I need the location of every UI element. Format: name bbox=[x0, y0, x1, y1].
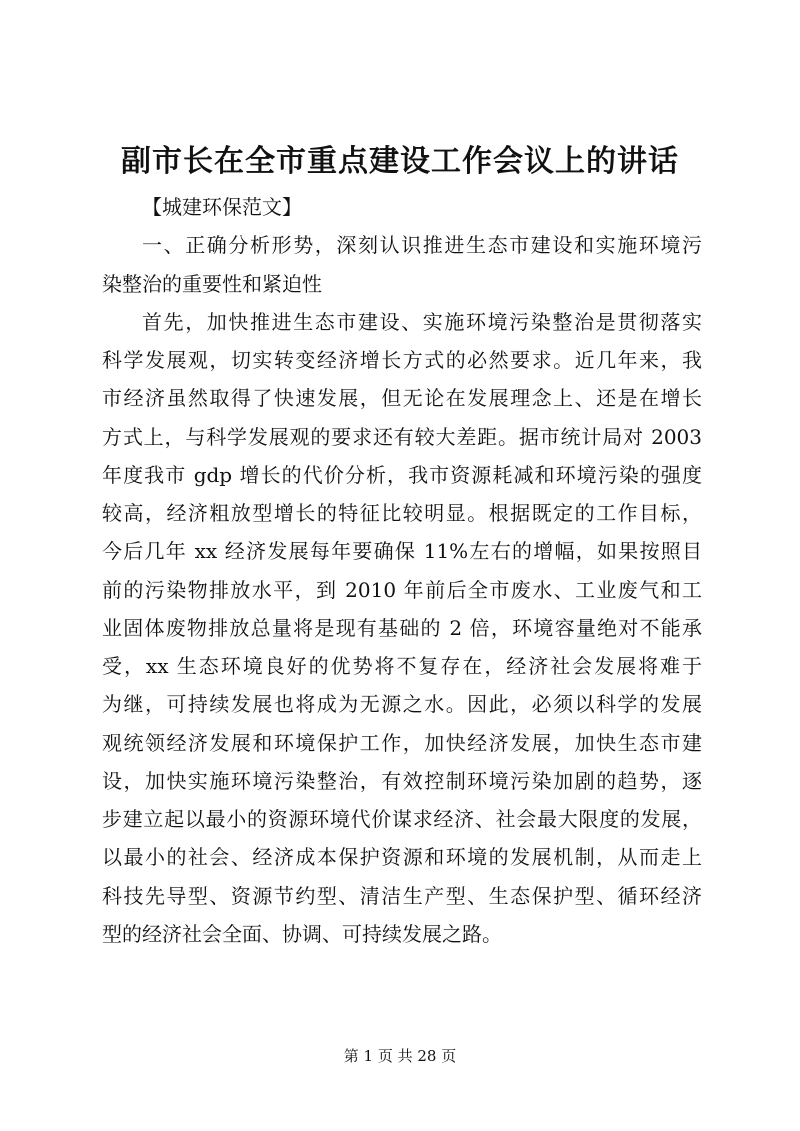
paragraph-line: 方式上，与科学发展观的要求还有较大差距。据市统计局对 2003 bbox=[102, 424, 702, 449]
paragraph-line: 为继，可持续发展也将成为无源之水。因此，必须以科学的发展 bbox=[102, 692, 702, 717]
document-body bbox=[102, 188, 702, 953]
section-heading-line: 一、正确分析形势，深刻认识推进生态市建设和实施环境污 bbox=[142, 233, 702, 258]
paragraph-line: 步建立起以最小的资源环境代价谋求经济、社会最大限度的发展， bbox=[102, 807, 702, 831]
paragraph-line: 市经济虽然取得了快速发展，但无论在发展理念上、还是在增长 bbox=[102, 386, 702, 411]
paragraph-line: 受，xx 生态环境良好的优势将不复存在，经济社会发展将难于 bbox=[102, 654, 702, 678]
category-label: 【城建环保范文】 bbox=[142, 195, 302, 219]
paragraph-line: 前的污染物排放水平，到 2010 年前后全市废水、工业废气和工 bbox=[102, 577, 702, 602]
paragraph-line: 业固体废物排放总量将是现有基础的 2 倍，环境容量绝对不能承 bbox=[102, 615, 702, 640]
paragraph-line: 年度我市 gdp 增长的代价分析，我市资源耗减和环境污染的强度 bbox=[102, 462, 702, 487]
paragraph-line: 观统领经济发展和环境保护工作，加快经济发展，加快生态市建 bbox=[102, 730, 702, 755]
paragraph-line: 科学发展观，切实转变经济增长方式的必然要求。近几年来，我 bbox=[102, 348, 702, 372]
paragraph-line: 设，加快实施环境污染整治，有效控制环境污染加剧的趋势，逐 bbox=[102, 768, 702, 793]
page-number-footer: 第 1 页 共 28 页 bbox=[343, 1047, 457, 1065]
document-title: 副市长在全市重点建设工作会议上的讲话 bbox=[121, 144, 679, 179]
paragraph-line: 科技先导型、资源节约型、清洁生产型、生态保护型、循环经济 bbox=[102, 883, 702, 908]
paragraph-line: 以最小的社会、经济成本保护资源和环境的发展机制，从而走上 bbox=[102, 845, 702, 870]
paragraph-line: 今后几年 xx 经济发展每年要确保 11%左右的增幅，如果按照目 bbox=[102, 539, 702, 564]
paragraph-line: 型的经济社会全面、协调、可持续发展之路。 bbox=[102, 921, 502, 946]
paragraph-line: 较高，经济粗放型增长的特征比较明显。根据既定的工作目标， bbox=[102, 501, 702, 525]
paragraph-line: 首先，加快推进生态市建设、实施环境污染整治是贯彻落实 bbox=[142, 309, 702, 334]
section-heading-line: 染整治的重要性和紧迫性 bbox=[102, 271, 322, 296]
